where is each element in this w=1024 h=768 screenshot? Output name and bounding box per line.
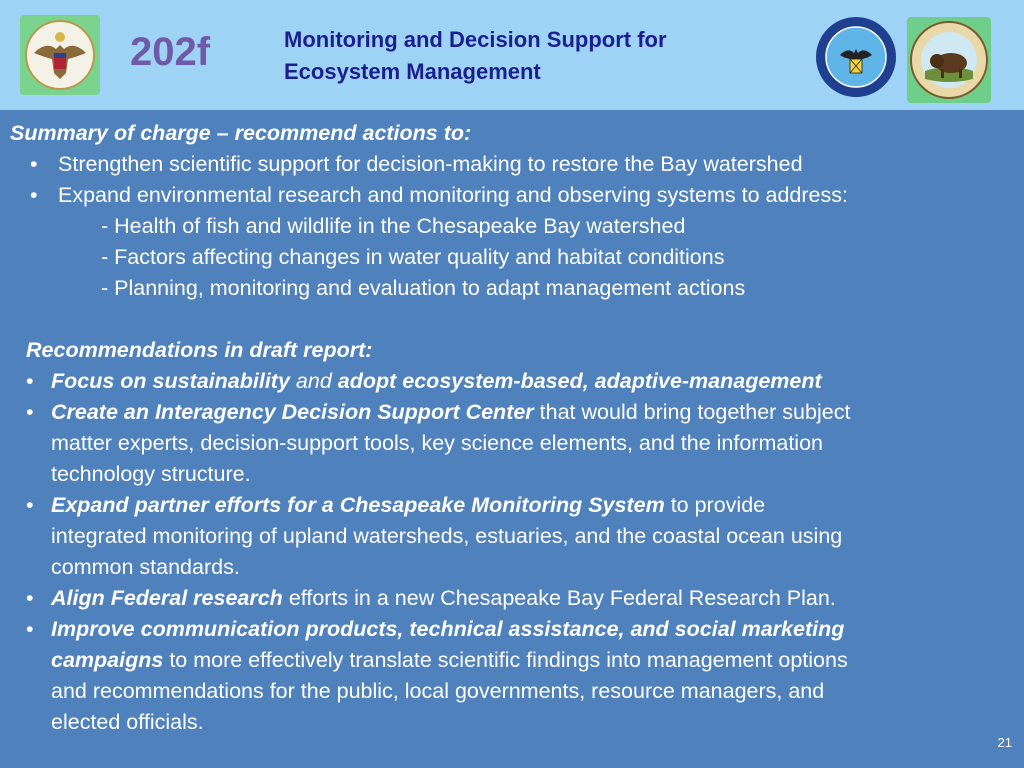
- recommendation-1: [51, 366, 822, 397]
- page-number: 21: [997, 735, 1012, 750]
- rec-connector: and: [295, 369, 332, 393]
- rec-text: elected officials.: [51, 710, 204, 734]
- summary-subitem: - Health of fish and wildlife in the Chesapeake Bay watershed: [101, 214, 686, 238]
- bullet-marker: •: [26, 493, 34, 517]
- commerce-seal-icon: [814, 15, 898, 99]
- rec-text: and recommendations for the public, local governments, resource managers, and: [51, 679, 825, 703]
- rec-emphasis: adopt ecosystem-based, adaptive-management: [337, 369, 822, 393]
- summary-heading: Summary of charge – recommend actions to:: [10, 121, 472, 145]
- recommendations-heading: Recommendations in draft report:: [26, 338, 373, 362]
- rec-text: common standards.: [51, 555, 240, 579]
- rec-emphasis: Align Federal research: [51, 586, 283, 610]
- recommendation-3: [51, 490, 765, 521]
- recommendation-2: [51, 397, 850, 428]
- slide-header: [0, 0, 1024, 110]
- rec-text: [51, 645, 848, 676]
- slide-title: [284, 24, 667, 88]
- summary-bullet: Strengthen scientific support for decision-making to restore the Bay watershed: [58, 152, 803, 176]
- recommendation-5: Improve communication products, technical assistance, and social marketing: [51, 617, 845, 641]
- rec-text: technology structure.: [51, 462, 251, 486]
- rec-emphasis: Focus on sustainability: [51, 369, 290, 393]
- bullet-marker: •: [26, 400, 34, 424]
- recommendation-4: [51, 583, 836, 614]
- rec-text: that would bring together subject: [539, 400, 851, 424]
- rec-text: matter experts, decision-support tools, key science elements, and the information: [51, 431, 823, 455]
- bullet-marker: •: [26, 369, 34, 393]
- interior-seal-icon: [907, 17, 991, 103]
- rec-text: to more effectively translate scientific findings into management options: [169, 648, 848, 672]
- summary-bullet: Expand environmental research and monitoring and observing systems to address:: [58, 183, 848, 207]
- title-line-2: Ecosystem Management: [284, 59, 541, 84]
- rec-emphasis: Create an Interagency Decision Support Center: [51, 400, 534, 424]
- presidential-seal-icon: [20, 15, 100, 95]
- title-line-1: Monitoring and Decision Support for: [284, 27, 667, 52]
- slide-code: 202f: [130, 30, 211, 74]
- rec-text: to provide: [670, 493, 766, 517]
- rec-emphasis: campaigns: [51, 648, 164, 672]
- bullet-marker: •: [30, 183, 38, 207]
- bullet-marker: •: [30, 152, 38, 176]
- rec-text: integrated monitoring of upland watersheds, estuaries, and the coastal ocean using: [51, 524, 843, 548]
- rec-emphasis: Expand partner efforts for a Chesapeake Monitoring System: [51, 493, 665, 517]
- bullet-marker: •: [26, 617, 34, 641]
- summary-subitem: - Planning, monitoring and evaluation to adapt management actions: [101, 276, 746, 300]
- rec-text: efforts in a new Chesapeake Bay Federal Research Plan.: [288, 586, 836, 610]
- bullet-marker: •: [26, 586, 34, 610]
- summary-subitem: - Factors affecting changes in water quality and habitat conditions: [101, 245, 725, 269]
